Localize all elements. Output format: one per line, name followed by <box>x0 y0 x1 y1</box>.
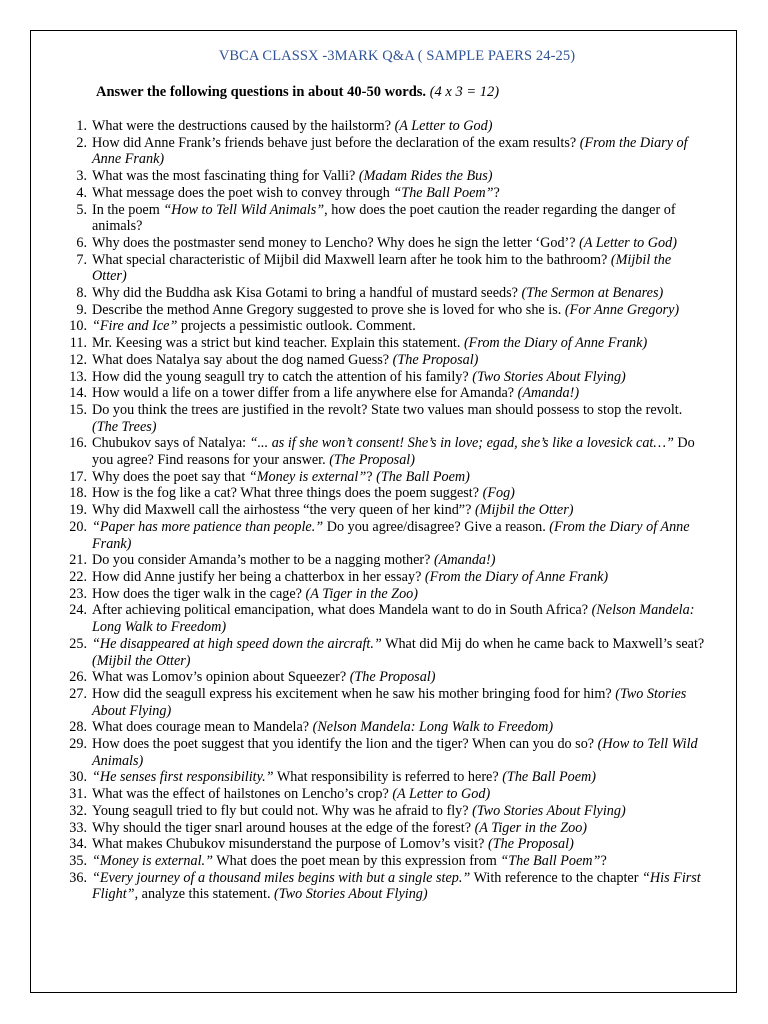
question-text <box>92 636 704 669</box>
question-item <box>60 369 705 386</box>
question-segment: What message does the poet wish to convey through <box>92 184 394 201</box>
question-item <box>60 318 705 335</box>
question-number: 34. <box>69 836 87 853</box>
question-segment: What was the most fascinating thing for Valli? <box>92 168 359 185</box>
italic-reference: “He senses first responsibility.” <box>92 769 274 786</box>
question-number: 10. <box>69 318 87 335</box>
italic-reference: (How to Tell Wild Animals) <box>92 736 698 769</box>
question-text <box>92 602 694 635</box>
question-text <box>92 736 698 769</box>
question-text <box>92 352 478 368</box>
italic-reference: (A Letter to God) <box>392 786 491 803</box>
question-item <box>60 385 705 402</box>
italic-reference: “Paper has more patience than people.” <box>92 518 324 535</box>
italic-reference: (The Proposal) <box>349 669 436 686</box>
question-number: 6. <box>76 234 87 251</box>
italic-reference: (From the Diary of Anne Frank) <box>463 335 648 352</box>
question-item <box>60 769 705 786</box>
question-segment: How did the young seagull try to catch the attention of his family? <box>92 368 473 385</box>
question-segment: ? <box>366 468 377 485</box>
document-title: VBCA CLASSX -3MARK Q&A ( SAMPLE PAERS 24-25) <box>218 48 576 64</box>
question-text <box>92 335 647 351</box>
question-number: 8. <box>76 285 87 302</box>
question-item <box>60 469 705 486</box>
italic-reference: “Fire and Ice” <box>92 318 178 335</box>
question-text <box>92 669 435 685</box>
question-number: 23. <box>69 585 87 602</box>
italic-reference: (The Sermon at Benares) <box>521 285 664 302</box>
question-text <box>92 569 608 585</box>
question-item <box>60 135 705 168</box>
question-number: 33. <box>69 819 87 836</box>
italic-reference: (The Ball Poem) <box>502 769 596 786</box>
question-segment: What responsibility is referred to here? <box>273 769 503 786</box>
italic-reference: “The Ball Poem” <box>393 184 494 201</box>
question-segment: Describe the method Anne Gregory suggested to prove she is loved for who she is. <box>92 301 565 318</box>
question-item <box>60 285 705 302</box>
question-item <box>60 870 705 903</box>
question-number: 20. <box>69 518 87 535</box>
question-text <box>92 552 495 568</box>
question-item <box>60 252 705 285</box>
question-number: 16. <box>69 435 87 452</box>
question-segment: How did Anne Frank’s friends behave just before the declaration of the exam results? <box>92 134 580 151</box>
question-item <box>60 402 705 435</box>
question-segment: What does Natalya say about the dog named Guess? <box>92 351 393 368</box>
question-text <box>92 168 492 184</box>
italic-reference: (The Trees) <box>92 418 157 435</box>
question-text <box>92 836 574 852</box>
question-number: 12. <box>69 351 87 368</box>
question-item <box>60 820 705 837</box>
question-number: 19. <box>69 502 87 519</box>
question-number: 25. <box>69 635 87 652</box>
italic-reference: (From the Diary of Anne Frank) <box>424 568 609 585</box>
question-item <box>60 202 705 235</box>
question-number: 29. <box>69 736 87 753</box>
question-number: 15. <box>69 401 87 418</box>
question-segment: , how does the poet caution the reader regarding the danger of animals? <box>92 201 676 235</box>
italic-reference: (A Letter to God) <box>394 118 493 134</box>
question-number: 18. <box>69 485 87 502</box>
italic-reference: (The Proposal) <box>392 351 479 368</box>
question-segment: In the poem <box>92 201 164 218</box>
question-segment: Do you agree/disagree? Give a reason. <box>323 518 550 535</box>
question-segment: Chubukov says of Natalya: <box>92 435 250 452</box>
question-item <box>60 352 705 369</box>
question-text <box>92 786 490 802</box>
italic-reference: (Two Stories About Flying) <box>92 685 687 719</box>
italic-reference: (The Proposal) <box>329 452 415 469</box>
question-text <box>92 135 688 168</box>
question-item <box>60 853 705 870</box>
question-segment: , analyze this statement. <box>134 886 275 903</box>
question-item <box>60 786 705 803</box>
italic-reference: (A Letter to God) <box>579 234 677 251</box>
question-number: 2. <box>76 134 87 151</box>
question-item <box>60 736 705 769</box>
italic-reference: (From the Diary of Anne Frank) <box>92 518 690 552</box>
italic-reference: (Nelson Mandela: Long Walk to Freedom) <box>312 719 554 736</box>
italic-reference: “The Ball Poem” <box>500 852 601 869</box>
question-number: 22. <box>69 568 87 585</box>
italic-reference: (Amanda!) <box>517 385 580 402</box>
question-segment: How does the poet suggest that you identify the lion and the tiger? When can you do so? <box>92 736 598 753</box>
question-item <box>60 602 705 635</box>
italic-reference: “... as if she won’t consent! She’s in love; egad, she’s like a lovesick cat…” <box>249 435 674 452</box>
italic-reference: “How to Tell Wild Animals” <box>163 201 325 218</box>
question-text <box>92 235 677 251</box>
italic-reference: “He disappeared at high speed down the aircraft.” <box>92 635 382 652</box>
question-segment: How does the tiger walk in the cage? <box>92 585 306 602</box>
question-text <box>92 502 573 518</box>
question-text <box>92 285 663 301</box>
italic-reference: (Amanda!) <box>434 552 496 569</box>
question-number: 21. <box>69 552 87 569</box>
question-item <box>60 836 705 853</box>
question-segment: Do you agree? Find reasons for your answer. <box>92 435 695 469</box>
italic-reference: (Two Stories About Flying) <box>472 368 626 385</box>
question-number: 24. <box>69 602 87 619</box>
question-segment: Why does the postmaster send money to Lencho? Why does he sign the letter ‘God’? <box>92 234 580 251</box>
italic-reference: (A Tiger in the Zoo) <box>305 585 418 602</box>
italic-reference: “His First Flight” <box>92 869 701 903</box>
instruction-line <box>96 84 499 101</box>
question-text <box>92 686 686 719</box>
question-text <box>92 469 470 485</box>
question-segment: Young seagull tried to fly but could not. Why was he afraid to fly? <box>92 802 473 819</box>
question-item <box>60 569 705 586</box>
question-number: 31. <box>69 786 87 803</box>
italic-reference: (Two Stories About Flying) <box>472 802 626 819</box>
question-item <box>60 552 705 569</box>
question-segment: What makes Chubukov misunderstand the purpose of Lomov’s visit? <box>92 836 489 853</box>
question-text <box>92 870 701 903</box>
question-text <box>92 252 671 285</box>
question-text <box>92 853 607 869</box>
question-number: 36. <box>69 869 87 886</box>
marks-allocation: (4 x 3 = 12) <box>429 84 500 100</box>
question-segment: Why should the tiger snarl around houses at the edge of the forest? <box>92 819 475 836</box>
question-segment: Do you consider Amanda’s mother to be a nagging mother? <box>92 552 434 569</box>
question-item <box>60 235 705 252</box>
italic-reference: (Fog) <box>482 485 515 502</box>
question-segment: How did Anne justify her being a chatterbox in her essay? <box>92 568 425 585</box>
italic-reference: (The Proposal) <box>488 836 574 853</box>
question-text <box>92 385 579 401</box>
question-number: 4. <box>76 184 87 201</box>
question-segment: Why does the poet say that <box>92 468 249 485</box>
question-segment: What was Lomov’s opinion about Squeezer? <box>92 669 350 686</box>
question-number: 9. <box>76 301 87 318</box>
question-item <box>60 636 705 669</box>
italic-reference: (For Anne Gregory) <box>564 301 680 318</box>
question-segment: Why did the Buddha ask Kisa Gotami to bring a handful of mustard seeds? <box>92 285 522 302</box>
question-segment: How is the fog like a cat? What three things does the poem suggest? <box>92 485 483 502</box>
question-number: 30. <box>69 769 87 786</box>
question-text <box>92 118 492 134</box>
question-item <box>60 185 705 202</box>
question-text <box>92 369 626 385</box>
question-number: 1. <box>76 118 87 134</box>
question-item <box>60 719 705 736</box>
question-list <box>60 118 705 903</box>
italic-reference: (Mijbil the Otter) <box>92 251 672 285</box>
question-segment: What were the destructions caused by the hailstorm? <box>92 118 395 134</box>
question-number: 27. <box>69 685 87 702</box>
question-text <box>92 519 690 552</box>
question-number: 13. <box>69 368 87 385</box>
question-number: 5. <box>76 201 87 218</box>
question-segment: How did the seagull express his excitement when he saw his mother bringing food for him? <box>92 685 616 702</box>
question-number: 32. <box>69 802 87 819</box>
question-segment: ? <box>493 184 500 201</box>
question-text <box>92 586 418 602</box>
question-number: 35. <box>69 852 87 869</box>
question-number: 17. <box>69 468 87 485</box>
question-number: 26. <box>69 669 87 686</box>
instruction-text: Answer the following questions in about 40-50 words. <box>96 84 427 100</box>
question-text <box>92 202 676 235</box>
question-segment: Why did Maxwell call the airhostess “the very queen of her kind”? <box>92 502 475 519</box>
question-text <box>92 185 500 201</box>
italic-reference: (The Ball Poem) <box>376 468 470 485</box>
question-text <box>92 820 587 836</box>
question-text <box>92 318 416 334</box>
question-item <box>60 686 705 719</box>
question-text <box>92 803 626 819</box>
question-item <box>60 586 705 603</box>
italic-reference: (From the Diary of Anne Frank) <box>92 134 688 168</box>
question-item <box>60 502 705 519</box>
question-item <box>60 335 705 352</box>
question-segment: How would a life on a tower differ from a life anywhere else for Amanda? <box>92 385 518 402</box>
italic-reference: (Mijbil the Otter) <box>474 502 574 519</box>
question-segment: What special characteristic of Mijbil did Maxwell learn after he took him to the bathroom? <box>92 251 611 268</box>
italic-reference: “Every journey of a thousand miles begins with but a single step.” <box>92 869 471 886</box>
question-segment: Mr. Keesing was a strict but kind teacher. Explain this statement. <box>92 335 464 352</box>
question-segment: With reference to the chapter <box>470 869 643 886</box>
question-segment: After achieving political emancipation, what does Mandela want to do in South Africa? <box>92 602 592 619</box>
question-number: 7. <box>76 251 87 268</box>
question-item <box>60 168 705 185</box>
italic-reference: “Money is external” <box>248 468 367 485</box>
italic-reference: (Madam Rides the Bus) <box>358 168 493 185</box>
italic-reference: (Two Stories About Flying) <box>274 886 428 903</box>
question-number: 28. <box>69 719 87 736</box>
italic-reference: (Mijbil the Otter) <box>92 652 191 669</box>
question-number: 11. <box>69 335 87 352</box>
question-segment: ? <box>600 852 607 869</box>
italic-reference: (Nelson Mandela: Long Walk to Freedom) <box>92 602 695 636</box>
question-number: 3. <box>76 168 87 185</box>
question-item <box>60 519 705 552</box>
question-text <box>92 719 553 735</box>
question-segment: projects a pessimistic outlook. Comment. <box>177 318 416 335</box>
question-item <box>60 302 705 319</box>
italic-reference: “Money is external.” <box>92 852 213 869</box>
question-item <box>60 803 705 820</box>
question-text <box>92 402 682 435</box>
question-text <box>92 769 596 785</box>
question-segment: What does the poet mean by this expression from <box>212 852 501 869</box>
question-segment: Do you think the trees are justified in the revolt? State two values man should possess to stop the revolt. <box>92 401 683 418</box>
question-item <box>60 118 705 135</box>
question-item <box>60 669 705 686</box>
question-segment: What did Mij do when he came back to Maxwell’s seat? <box>381 635 705 652</box>
question-number: 14. <box>69 385 87 402</box>
question-text <box>92 485 515 501</box>
question-segment: What does courage mean to Mandela? <box>92 719 313 736</box>
question-item <box>60 485 705 502</box>
question-item <box>60 435 705 468</box>
italic-reference: (A Tiger in the Zoo) <box>474 819 588 836</box>
question-text <box>92 435 695 468</box>
question-text <box>92 302 679 318</box>
question-segment: What was the effect of hailstones on Lencho’s crop? <box>92 786 393 803</box>
